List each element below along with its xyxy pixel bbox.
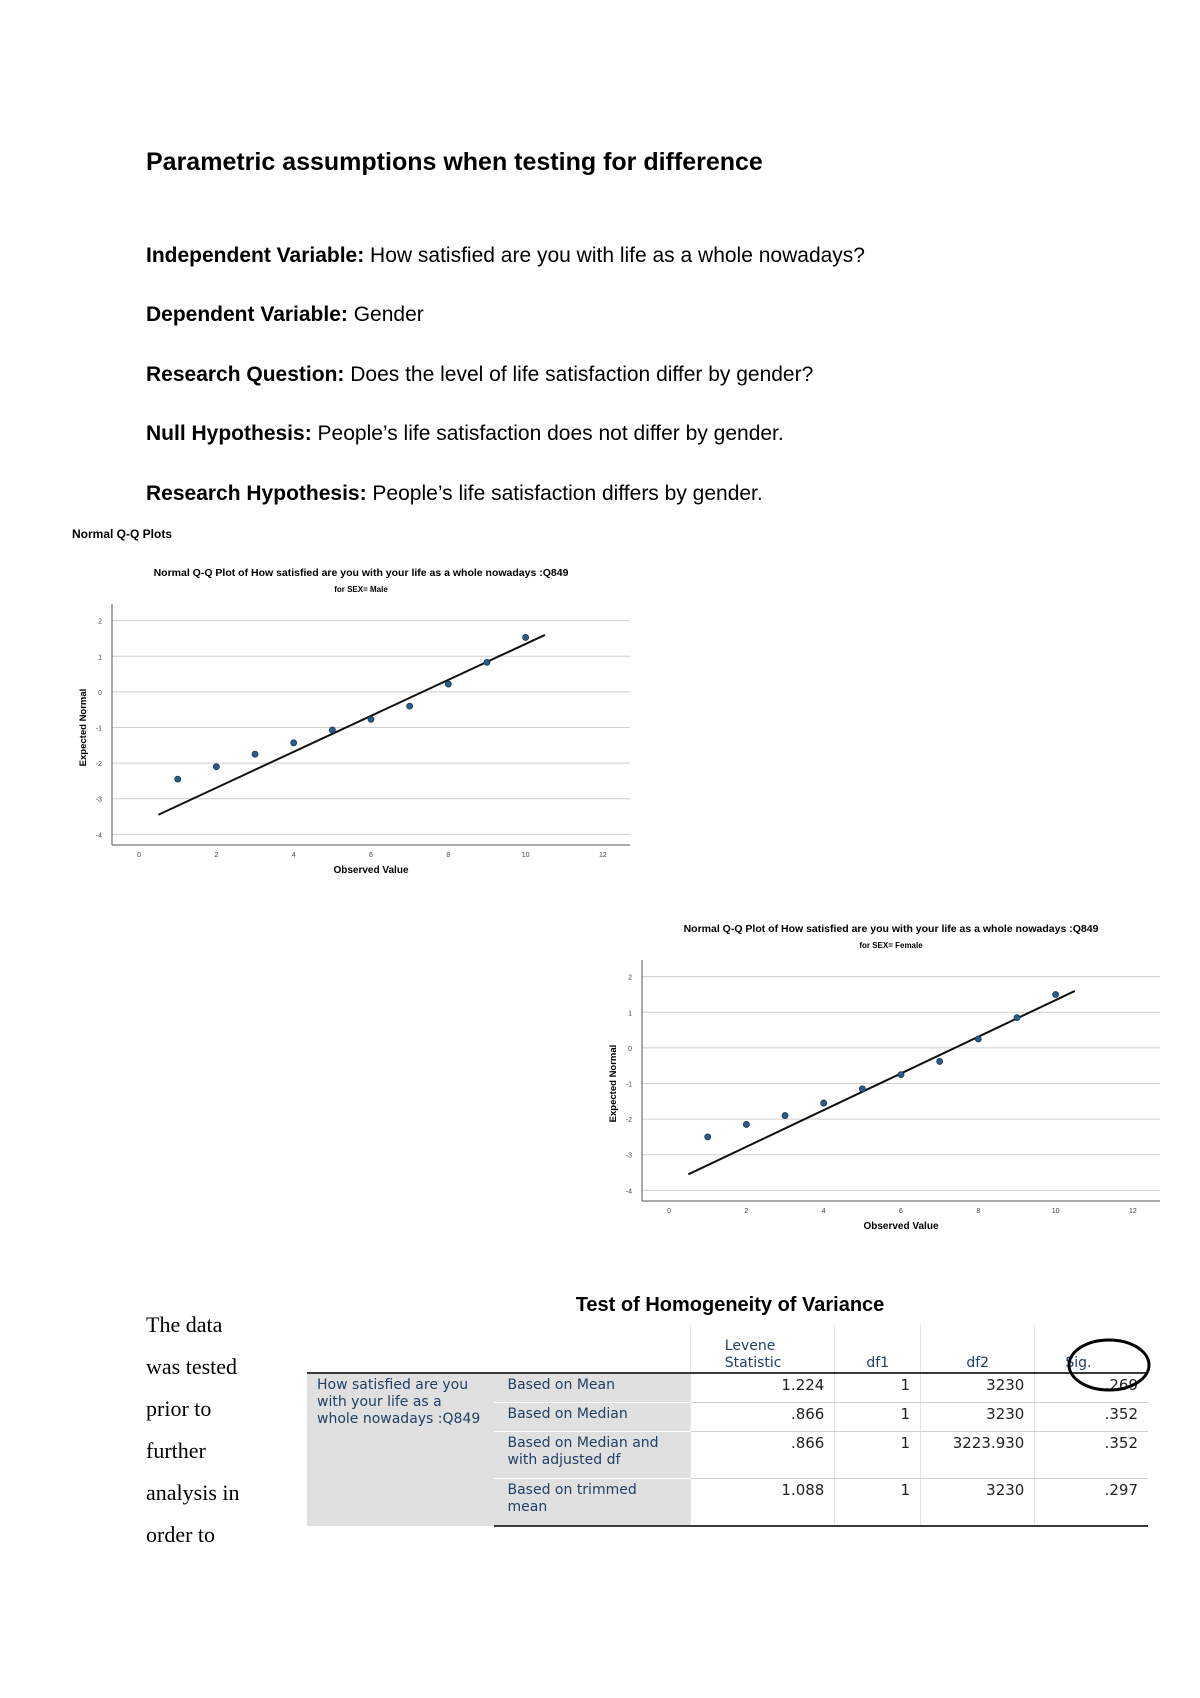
- table-title: Test of Homogeneity of Variance: [575, 1294, 885, 1316]
- research-question-line: [146, 363, 813, 387]
- y-tick-label: -2: [625, 1117, 632, 1125]
- sig-value: .352: [1035, 1432, 1148, 1479]
- body-paragraph: [146, 1304, 266, 1556]
- sig-highlight-circle: [1066, 1336, 1152, 1394]
- y-tick-label: 1: [98, 654, 102, 662]
- data-point: [782, 1113, 788, 1119]
- page-title: Parametric assumptions when testing for difference: [146, 148, 763, 176]
- y-tick-label: -4: [95, 832, 102, 840]
- df2-value: 3230: [921, 1403, 1035, 1432]
- table-row: [307, 1373, 1148, 1403]
- table-header-row: [307, 1324, 1148, 1373]
- x-tick-label: 10: [521, 852, 530, 859]
- data-point: [859, 1086, 865, 1092]
- body-line: analysis in: [146, 1480, 240, 1505]
- x-tick-label: 2: [744, 1208, 749, 1215]
- chart-title: Normal Q-Q Plot of How satisfied are you with your life as a whole nowadays :Q849: [153, 567, 569, 579]
- field-label: Null Hypothesis:: [146, 422, 312, 445]
- sig-value: .297: [1035, 1479, 1148, 1527]
- df1-value: 1: [835, 1432, 921, 1479]
- body-line: The data: [146, 1312, 223, 1337]
- data-point: [407, 703, 413, 709]
- y-tick-label: -1: [95, 725, 102, 733]
- row-label: Based on Median: [494, 1403, 691, 1432]
- y-tick-label: 2: [628, 974, 632, 982]
- row-label: Based on Median and with adjusted df: [494, 1432, 691, 1479]
- x-tick-label: 0: [667, 1208, 672, 1215]
- x-tick-label: 6: [369, 852, 373, 859]
- y-tick-label: 1: [628, 1010, 632, 1018]
- data-point: [329, 727, 335, 733]
- df1-value: 1: [835, 1403, 921, 1432]
- row-header: How satisfied are you with your life as a whole nowadays :Q849: [307, 1373, 494, 1526]
- df1-header: df1: [835, 1324, 921, 1373]
- x-tick-label: 0: [137, 852, 142, 859]
- data-point: [484, 659, 490, 665]
- data-point: [1053, 991, 1059, 997]
- field-value: People’s life satisfaction differs by gender.: [366, 482, 763, 505]
- qq-plots-heading: Normal Q-Q Plots: [72, 527, 173, 541]
- sig-value: .352: [1035, 1403, 1148, 1432]
- field-label: Dependent Variable:: [146, 303, 348, 326]
- data-point: [705, 1134, 711, 1140]
- data-point: [898, 1072, 904, 1078]
- x-axis-label: Observed Value: [863, 1221, 939, 1232]
- df2-value: 3230: [921, 1479, 1035, 1527]
- sig-header-label: Sig.: [1065, 1355, 1092, 1371]
- qq-plot-female: [600, 912, 1170, 1244]
- field-label: Research Hypothesis:: [146, 482, 367, 505]
- qq-plot-male: [70, 556, 640, 888]
- y-tick-label: -3: [95, 796, 102, 804]
- df1-value: 1: [835, 1479, 921, 1527]
- field-value: Gender: [347, 303, 424, 326]
- data-point: [1014, 1015, 1020, 1021]
- body-line: was tested: [146, 1354, 238, 1379]
- field-label: Research Question:: [146, 363, 345, 386]
- body-line: further: [146, 1438, 206, 1463]
- data-point: [368, 716, 374, 722]
- data-point: [175, 776, 181, 782]
- data-point: [821, 1100, 827, 1106]
- chart-subtitle: for SEX= Male: [334, 585, 388, 594]
- df2-header: df2: [921, 1324, 1035, 1373]
- y-tick-label: -3: [625, 1152, 632, 1160]
- x-tick-label: 6: [899, 1208, 903, 1215]
- row-label: Based on Mean: [494, 1373, 691, 1403]
- data-point: [252, 751, 258, 757]
- x-tick-label: 8: [446, 852, 451, 859]
- data-point: [975, 1036, 981, 1042]
- x-tick-label: 12: [1129, 1208, 1137, 1215]
- y-tick-label: 2: [98, 618, 102, 626]
- y-tick-label: -4: [625, 1188, 632, 1196]
- y-axis-label: Expected Normal: [78, 688, 89, 767]
- blank-header: [494, 1324, 691, 1373]
- data-point: [523, 634, 529, 640]
- x-tick-label: 2: [214, 852, 219, 859]
- levene-value: .866: [690, 1432, 835, 1479]
- y-axis-label: Expected Normal: [608, 1044, 619, 1123]
- df2-value: 3230: [921, 1373, 1035, 1403]
- research-hypothesis-line: [146, 482, 763, 506]
- x-tick-label: 12: [599, 852, 607, 859]
- df2-value: 3223.930: [921, 1432, 1035, 1479]
- data-point: [291, 740, 297, 746]
- levene-value: 1.224: [690, 1373, 835, 1403]
- sig-value: .269: [1035, 1373, 1148, 1403]
- dependent-variable-line: [146, 303, 424, 327]
- blank-header: [307, 1324, 494, 1373]
- data-point: [743, 1121, 749, 1127]
- y-tick-label: 0: [98, 689, 102, 697]
- x-tick-label: 4: [291, 852, 296, 859]
- levene-header-line: Statistic: [724, 1355, 782, 1371]
- homogeneity-table: [307, 1324, 1148, 1527]
- levene-value: .866: [690, 1403, 835, 1432]
- body-line: order to: [146, 1522, 216, 1547]
- levene-header-line: Levene: [724, 1338, 776, 1354]
- y-tick-label: -1: [625, 1081, 632, 1089]
- x-tick-label: 8: [976, 1208, 981, 1215]
- body-line: prior to: [146, 1396, 212, 1421]
- data-point: [937, 1058, 943, 1064]
- data-point: [213, 764, 219, 770]
- field-value: People’s life satisfaction does not differ by gender.: [311, 422, 784, 445]
- x-tick-label: 4: [821, 1208, 826, 1215]
- df1-value: 1: [835, 1373, 921, 1403]
- levene-value: 1.088: [690, 1479, 835, 1527]
- field-label: Independent Variable:: [146, 244, 365, 267]
- levene-statistic-header: [690, 1324, 835, 1373]
- chart-title: Normal Q-Q Plot of How satisfied are you with your life as a whole nowadays :Q849: [683, 923, 1099, 935]
- x-tick-label: 10: [1051, 1208, 1060, 1215]
- y-tick-label: -2: [95, 761, 102, 769]
- field-value: How satisfied are you with life as a whole nowadays?: [364, 244, 865, 267]
- data-point: [445, 681, 451, 687]
- field-value: Does the level of life satisfaction differ by gender?: [344, 363, 814, 386]
- row-label: Based on trimmed mean: [494, 1479, 691, 1527]
- x-axis-label: Observed Value: [333, 865, 409, 876]
- independent-variable-line: [146, 244, 865, 268]
- null-hypothesis-line: [146, 422, 784, 446]
- chart-subtitle: for SEX= Female: [859, 941, 923, 950]
- y-tick-label: 0: [628, 1045, 632, 1053]
